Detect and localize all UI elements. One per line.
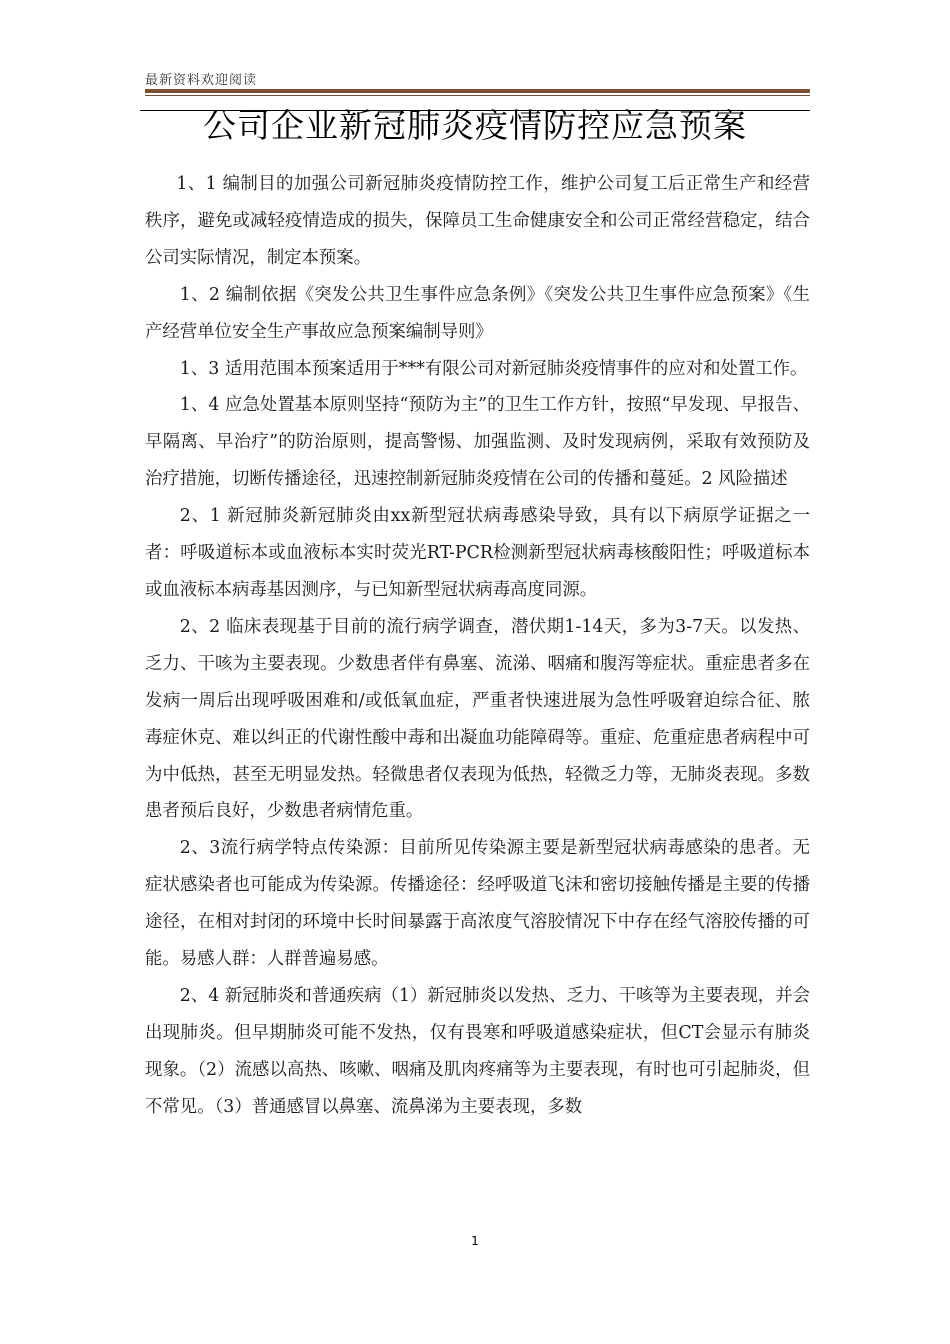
page-header-text: 最新资料欢迎阅读 — [145, 73, 258, 88]
header-rule-thin — [145, 95, 810, 96]
paragraph: 2、1 新冠肺炎新冠肺炎由xx新型冠状病毒感染导致，具有以下病原学证据之一者：呼吸道标本或血液标本实时荧光RT-PCR检测新型冠状病毒核酸阳性；呼吸道标本或血液标本病毒基因测序，与已知新型冠状病毒高度同源。 — [145, 506, 810, 600]
document-title: 公司企业新冠肺炎疫情防控应急预案 — [203, 106, 747, 145]
page-number: 1 — [471, 1234, 479, 1248]
paragraph: 2、3流行病学特点传染源：目前所见传染源主要是新型冠状病毒感染的患者。无症状感染者也可能成为传染源。传播途径：经呼吸道飞沫和密切接触传播是主要的传播途径，在相对封闭的环境中长时间暴露于高浓度气溶胶情况下中存在经气溶胶传播的可能。易感人群：人群普遍易感。 — [145, 838, 810, 970]
paragraph: 1、4 应急处置基本原则坚持“预防为主”的卫生工作方针，按照“早发现、早报告、早隔离、早治疗”的防治原则，提高警惕、加强监测、及时发现病例，采取有效预防及治疗措施，切断传播途径，迅速控制新冠肺炎疫情在公司的传播和蔓延。2 风险描述 — [145, 395, 810, 490]
paragraph: 1、2 编制依据《突发公共卫生事件应急条例》《突发公共卫生事件应急预案》《生产经营单位安全生产事故应急预案编制导则》 — [145, 284, 810, 342]
paragraph: 2、2 临床表现基于目前的流行病学调查，潜伏期1-14天，多为3-7天。以发热、乏力、干咳为主要表现。少数患者伴有鼻塞、流涕、咽痛和腹泻等症状。重症患者多在发病一周后出现呼吸困难和/或低氧血症，严重者快速进展为急性呼吸窘迫综合征、脓毒症休克、难以纠正的代谢性酸中毒和出凝血功能障碍等。重症、危重症患者病程中可为中低热，甚至无明显发热。轻微患者仅表现为低热，轻微乏力等，无肺炎表现。多数患者预后良好，少数患者病情危重。 — [145, 616, 810, 822]
paragraph: 1、1 编制目的加强公司新冠肺炎疫情防控工作，维护公司复工后正常生产和经营秩序，避免或减轻疫情造成的损失，保障员工生命健康安全和公司正常经营稳定，结合公司实际情况，制定本预案。 — [145, 174, 810, 268]
paragraph: 1、3 适用范围本预案适用于***有限公司对新冠肺炎疫情事件的应对和处置工作。 — [179, 358, 808, 379]
document-body — [145, 166, 810, 1126]
paragraph: 2、4 新冠肺炎和普通疾病（1）新冠肺炎以发热、乏力、干咳等为主要表现，并会出现肺炎。但早期肺炎可能不发热，仅有畏寒和呼吸道感染症状，但CT会显示有肺炎现象。（2）流感以高热、咳嗽、咽痛及肌肉疼痛等为主要表现，有时也可引起肺炎，但不常见。（3）普通感冒以鼻塞、流鼻涕为主要表现，多数 — [145, 985, 810, 1117]
header-rule — [145, 89, 810, 93]
